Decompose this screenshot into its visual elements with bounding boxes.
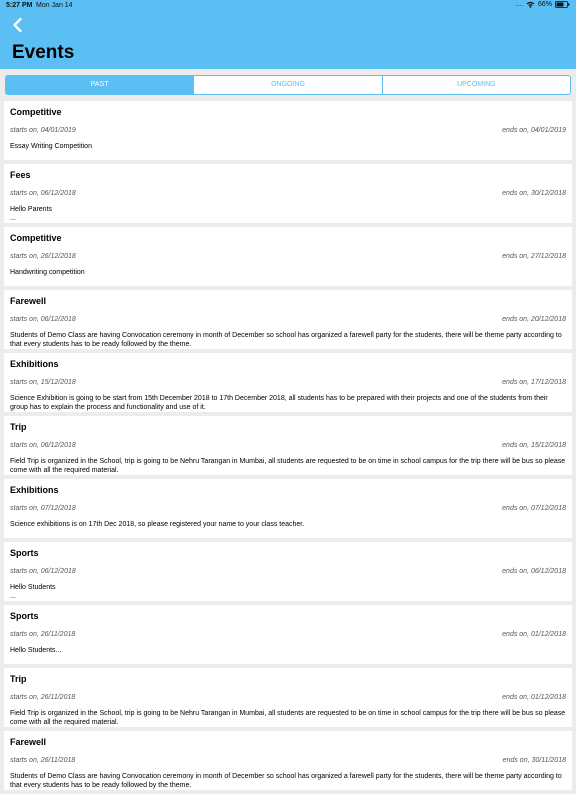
event-description: Hello Students...	[10, 647, 62, 654]
tab-upcoming[interactable]: UPCOMING	[382, 76, 570, 94]
status-time: 5:27 PM	[6, 2, 33, 9]
event-description: Field Trip is organized in the School, trip is going to be Nehru Tarangan in Mumbai, all students are requested to be on time in school campus for the trip there will be bus so please come with all the required material.	[10, 710, 566, 726]
status-right	[515, 1, 570, 8]
event-card[interactable]	[4, 605, 572, 664]
event-end-date: ends on, 17/12/2018	[502, 379, 566, 386]
event-end-date: ends on, 01/12/2018	[502, 631, 566, 638]
wifi-icon	[526, 1, 535, 8]
status-bar	[0, 0, 576, 12]
event-start-date: starts on, 26/12/2018	[10, 253, 76, 260]
event-card[interactable]	[4, 353, 572, 412]
event-description: Students of Demo Class are having Convocation ceremony in month of December so school has organized a farewell party for the students, there will be theme party according to that every students has to be ready followed by the theme.	[10, 332, 562, 348]
event-end-date: ends on, 15/12/2018	[502, 442, 566, 449]
event-start-date: starts on, 07/12/2018	[10, 505, 76, 512]
event-card[interactable]	[4, 290, 572, 349]
event-filter-tabs	[5, 75, 571, 95]
event-dates	[10, 190, 566, 200]
event-description: Handwriting competition	[10, 269, 85, 276]
event-description: Hello Parents ...	[10, 206, 53, 222]
event-start-date: starts on, 06/12/2018	[10, 190, 76, 197]
event-dates	[10, 568, 566, 578]
event-dates	[10, 379, 566, 389]
status-dots: ....	[515, 1, 523, 8]
event-card[interactable]	[4, 731, 572, 790]
event-title: Fees	[10, 170, 31, 180]
app-header	[0, 0, 576, 69]
event-dates	[10, 694, 566, 704]
event-start-date: starts on, 06/12/2018	[10, 442, 76, 449]
event-end-date: ends on, 04/01/2019	[502, 127, 566, 134]
event-end-date: ends on, 30/12/2018	[502, 190, 566, 197]
event-start-date: starts on, 06/12/2018	[10, 316, 76, 323]
event-start-date: starts on, 15/12/2018	[10, 379, 76, 386]
event-title: Farewell	[10, 737, 47, 747]
event-start-date: starts on, 26/11/2018	[10, 694, 76, 701]
tab-past[interactable]: PAST	[6, 76, 193, 94]
event-end-date: ends on, 01/12/2018	[502, 694, 566, 701]
event-title: Trip	[10, 422, 27, 432]
event-end-date: ends on, 06/12/2018	[502, 568, 566, 575]
event-start-date: starts on, 04/01/2019	[10, 127, 76, 134]
event-end-date: ends on, 20/12/2018	[502, 316, 566, 323]
event-card[interactable]	[4, 668, 572, 727]
status-date: Mon Jan 14	[36, 2, 73, 9]
event-dates	[10, 127, 566, 137]
battery-icon	[555, 1, 570, 8]
event-card[interactable]	[4, 542, 572, 601]
event-start-date: starts on, 26/11/2018	[10, 631, 76, 638]
event-title: Farewell	[10, 296, 47, 306]
event-dates	[10, 316, 566, 326]
event-end-date: ends on, 27/12/2018	[502, 253, 566, 260]
event-description: Hello Students ...	[10, 584, 56, 600]
event-description: Science exhibitions is on 17th Dec 2018, so please registered your name to your class teacher.	[10, 521, 305, 528]
event-end-date: ends on, 30/11/2018	[502, 757, 566, 764]
event-dates	[10, 442, 566, 452]
event-title: Sports	[10, 548, 39, 558]
event-description: Students of Demo Class are having Convocation ceremony in month of December so school has organized a farewell party for the students, there will be theme party according to that every students has to be ready followed by the theme.	[10, 773, 562, 789]
event-dates	[10, 757, 566, 767]
event-list	[4, 101, 572, 794]
event-start-date: starts on, 06/12/2018	[10, 568, 76, 575]
event-dates	[10, 253, 566, 263]
event-card[interactable]	[4, 416, 572, 475]
event-start-date: starts on, 26/11/2018	[10, 757, 76, 764]
event-description: Science Exhibition is going to be start from 15th December 2018 to 17th December 2018, all students has to be prepared with their projects and one of the students from their group has to explain the process and functionality and use of it.	[10, 395, 548, 411]
page-title: Events	[12, 42, 75, 63]
event-card[interactable]	[4, 479, 572, 538]
event-dates	[10, 631, 566, 641]
event-dates	[10, 505, 566, 515]
back-chevron-icon[interactable]	[11, 17, 25, 33]
event-end-date: ends on, 07/12/2018	[502, 505, 566, 512]
event-title: Sports	[10, 611, 39, 621]
battery-percent: 66%	[537, 1, 552, 8]
event-title: Exhibitions	[10, 485, 59, 495]
event-card[interactable]	[4, 164, 572, 223]
event-title: Exhibitions	[10, 359, 59, 369]
event-card[interactable]	[4, 101, 572, 160]
tab-ongoing[interactable]: ONGOING	[193, 76, 381, 94]
event-title: Competitive	[10, 233, 62, 243]
event-description: Essay Writing Competition	[10, 143, 92, 150]
event-title: Trip	[10, 674, 27, 684]
event-description: Field Trip is organized in the School, trip is going to be Nehru Tarangan in Mumbai, all students are requested to be on time in school campus for the trip there will be bus so please come with all the required material.	[10, 458, 566, 474]
event-title: Competitive	[10, 107, 62, 117]
event-card[interactable]	[4, 227, 572, 286]
